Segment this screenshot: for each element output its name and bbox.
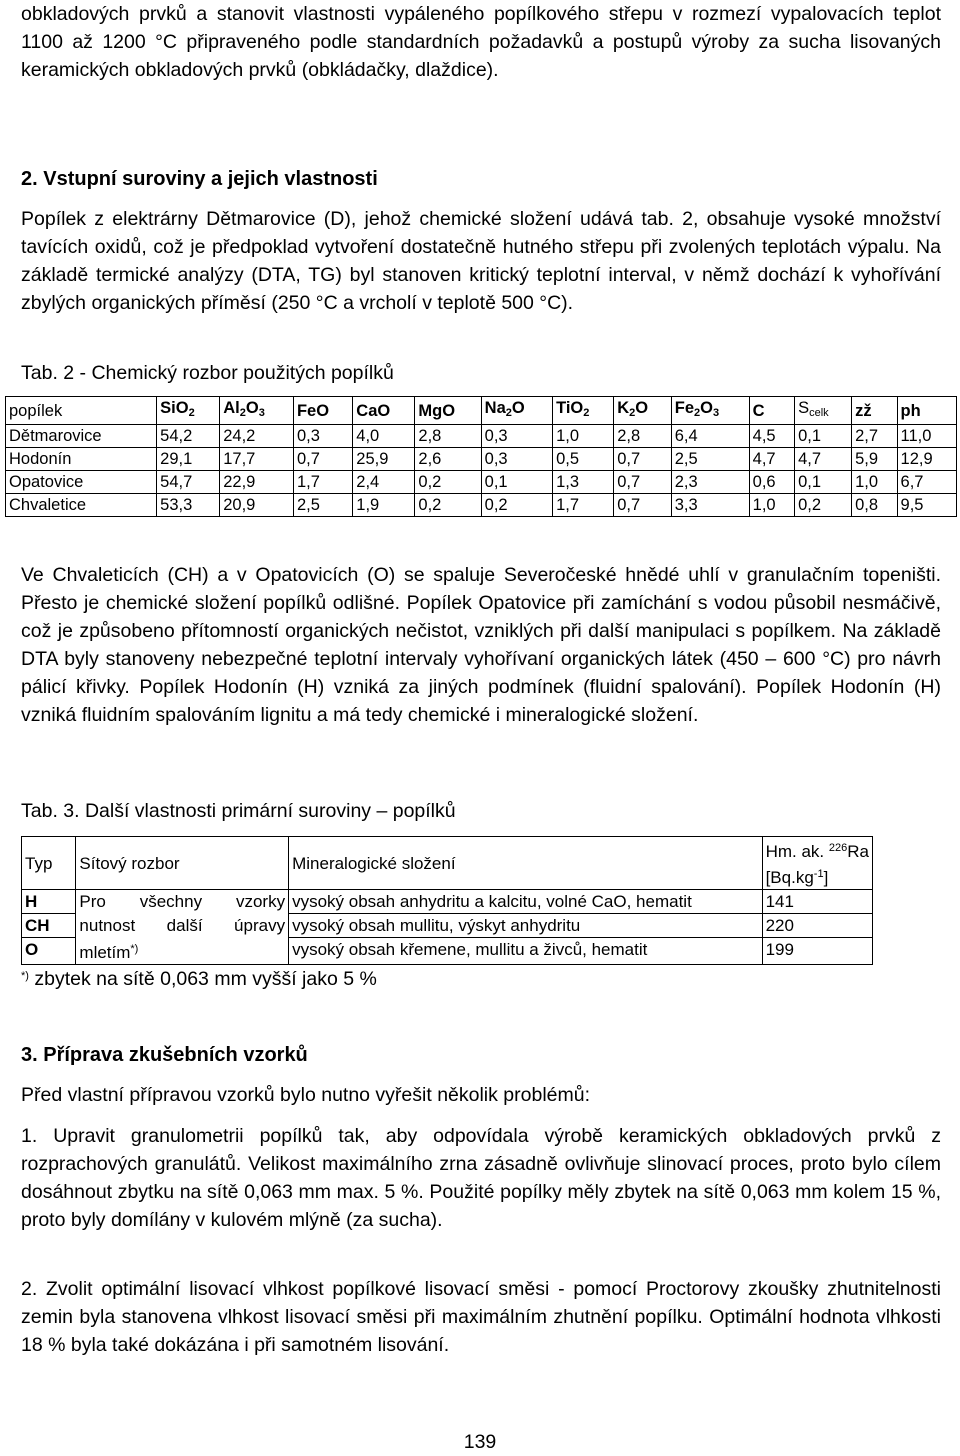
tab3-caption: Tab. 3. Další vlastnosti primární suroviny – popílků xyxy=(21,800,456,822)
table-cell: 9,5 xyxy=(897,494,956,517)
col-tio2: TiO$_2$ xyxy=(553,397,614,425)
table-cell: 0,3 xyxy=(293,425,352,448)
table-cell: 1,0 xyxy=(749,494,794,517)
col-cao: CaO xyxy=(353,397,415,425)
table-cell: 1,3 xyxy=(553,471,614,494)
col-zz: zž xyxy=(852,397,897,425)
table-cell: 4,7 xyxy=(749,448,794,471)
col-mgo: MgO xyxy=(415,397,481,425)
col-feo: FeO xyxy=(293,397,352,425)
col-typ: Typ xyxy=(22,837,76,890)
table-cell: 1,0 xyxy=(852,471,897,494)
table-row xyxy=(6,494,957,517)
table-cell: 4,0 xyxy=(353,425,415,448)
table-row xyxy=(6,448,957,471)
col-popilek: popílek xyxy=(6,397,157,425)
tab2-caption: Tab. 2 - Chemický rozbor použitých popílků xyxy=(21,362,394,384)
page-number: 139 xyxy=(463,1431,497,1453)
table-header-row xyxy=(6,397,957,425)
table-cell: 4,7 xyxy=(795,448,852,471)
table-cell: 17,7 xyxy=(220,448,294,471)
table-cell: 0,1 xyxy=(795,471,852,494)
mineral-cell: vysoký obsah křemene, mullitu a živců, hematit xyxy=(289,938,762,965)
table-header-row xyxy=(22,837,873,890)
table-cell: 4,5 xyxy=(749,425,794,448)
table-cell: 0,2 xyxy=(415,494,481,517)
table-cell: 22,9 xyxy=(220,471,294,494)
sitovy-line-1: Pro všechny vzorky xyxy=(76,890,289,914)
col-hm-ak: Hm. ak. $^{226}$Ra $[Bq.kg^{-1}]$ xyxy=(762,837,872,890)
table-cell: 0,2 xyxy=(481,494,552,517)
table-cell: 0,1 xyxy=(795,425,852,448)
table-cell: 1,7 xyxy=(293,471,352,494)
table-row xyxy=(22,890,873,914)
table-cell: 0,6 xyxy=(749,471,794,494)
row-label: Chvaletice xyxy=(6,494,157,517)
col-ph: ph xyxy=(897,397,956,425)
table-cell: 6,4 xyxy=(671,425,749,448)
table-cell: 5,9 xyxy=(852,448,897,471)
sitovy-line-2: nutnost další úpravy xyxy=(76,914,289,938)
hm-cell: 220 xyxy=(762,914,872,938)
table-cell: 2,6 xyxy=(415,448,481,471)
table-cell: 0,3 xyxy=(481,425,552,448)
table-cell: 0,7 xyxy=(614,494,671,517)
table-row xyxy=(6,471,957,494)
table-cell: 25,9 xyxy=(353,448,415,471)
table-cell: 0,8 xyxy=(852,494,897,517)
table-cell: 0,2 xyxy=(415,471,481,494)
table-cell: 1,9 xyxy=(353,494,415,517)
table-cell: 2,8 xyxy=(415,425,481,448)
col-sio2: SiO$_2$ xyxy=(157,397,220,425)
table-cell: 53,3 xyxy=(157,494,220,517)
sitovy-line-3: mletím*) xyxy=(76,938,289,965)
tab3-footnote: *) zbytek na sítě 0,063 mm vyšší jako 5 % xyxy=(21,968,377,990)
table-cell: 0,7 xyxy=(293,448,352,471)
table-cell: 0,5 xyxy=(553,448,614,471)
hm-cell: 141 xyxy=(762,890,872,914)
table-cell: 6,7 xyxy=(897,471,956,494)
row-label: Dětmarovice xyxy=(6,425,157,448)
section-3-intro: Před vlastní přípravou vzorků bylo nutno vyřešit několik problémů: xyxy=(21,1084,591,1106)
table-cell: 3,3 xyxy=(671,494,749,517)
table-cell: 0,3 xyxy=(481,448,552,471)
mineral-cell: vysoký obsah anhydritu a kalcitu, volné CaO, hematit xyxy=(289,890,762,914)
table-cell: 1,0 xyxy=(553,425,614,448)
table-cell: 12,9 xyxy=(897,448,956,471)
col-scelk: $S_{celk}$ xyxy=(795,397,852,425)
table-cell: 54,2 xyxy=(157,425,220,448)
section-2-heading: 2. Vstupní suroviny a jejich vlastnosti xyxy=(21,168,378,190)
table-cell: 54,7 xyxy=(157,471,220,494)
col-fe2o3: $Fe_2O_3$ xyxy=(671,397,749,425)
section-3-item-1: 1. Upravit granulometrii popílků tak, aby odpovídala výrobě keramických obkladových prvků z rozprachových granulátů. Velikost maximálního zrna zásadně ovlivňuje slinovací proces, proto bylo cílem dosáhnout zbytku na sítě 0,063 mm max. 5 %. Použité popílky měly zbytek na sítě 0,063 mm kolem 15 %, proto byly domílány v kulovém mlýně (za sucha). xyxy=(21,1125,941,1231)
mineral-cell: vysoký obsah mullitu, výskyt anhydritu xyxy=(289,914,762,938)
table-cell: 29,1 xyxy=(157,448,220,471)
table-row xyxy=(22,938,873,965)
section-3-heading: 3. Příprava zkušebních vzorků xyxy=(21,1044,308,1066)
typ-cell: H xyxy=(22,890,76,914)
col-mineral: Mineralogické složení xyxy=(289,837,762,890)
table-cell: 2,3 xyxy=(671,471,749,494)
properties-table xyxy=(21,836,873,965)
col-sitovy: Sítový rozbor xyxy=(76,837,289,890)
typ-cell: O xyxy=(22,938,76,965)
table-cell: 2,7 xyxy=(852,425,897,448)
table-cell: 0,1 xyxy=(481,471,552,494)
table-cell: 1,7 xyxy=(553,494,614,517)
col-c: C xyxy=(749,397,794,425)
table-cell: 24,2 xyxy=(220,425,294,448)
table-cell: 2,4 xyxy=(353,471,415,494)
chemical-analysis-table xyxy=(5,396,957,517)
table-row xyxy=(22,914,873,938)
table-cell: 0,7 xyxy=(614,471,671,494)
row-label: Hodonín xyxy=(6,448,157,471)
col-na2o: $Na_2O$ xyxy=(481,397,552,425)
table-cell: 0,7 xyxy=(614,448,671,471)
row-label: Opatovice xyxy=(6,471,157,494)
table-cell: 2,8 xyxy=(614,425,671,448)
table-cell: 2,5 xyxy=(671,448,749,471)
middle-paragraph: Ve Chvaleticích (CH) a v Opatovicích (O) se spaluje Severočeské hnědé uhlí v granulačním topeništi. Přesto je chemické složení popílků odlišné. Popílek Opatovice při zamíchání s vodou působil nesmáčivě, což je způsobeno přítomností organických nečistot, vzniklých při další manipulaci s popílkem. Na základě DTA byly stanoveny nebezpečné teplotní intervaly vyhořívaní organických látek (450 – 600 °C) pro návrh pálicí křivky. Popílek Hodonín (H) vzniká za jiných podmínek (fluidní spalování). Popílek Hodonín (H) vzniká fluidním spalováním lignitu a má tedy chemické i mineralogické složení. xyxy=(21,564,941,726)
table-cell: 2,5 xyxy=(293,494,352,517)
section-3-item-2: 2. Zvolit optimální lisovací vlhkost popílkové lisovací směsi - pomocí Proctorovy zkoušky zhutnitelnosti zemin byla stanovena vlhkost lisovací směsi při maximálním zhutnění popílku. Optimální hodnota vlhkosti 18 % byla také dokázána i při samotném lisování. xyxy=(21,1278,941,1356)
table-row xyxy=(6,425,957,448)
hm-cell: 199 xyxy=(762,938,872,965)
section-2-paragraph: Popílek z elektrárny Dětmarovice (D), jehož chemické složení udává tab. 2, obsahuje vysoké množství tavících oxidů, což je předpoklad vytvoření dostatečně hutného střepu při zvolených teplotách výpalu. Na základě termické analýzy (DTA, TG) byl stanoven kritický teplotní interval, v němž dochází k vyhořívání zbylých organických příměsí (250 °C a vrcholí v teplotě 500 °C). xyxy=(21,208,941,314)
col-al2o3: $Al_2O_3$ xyxy=(220,397,294,425)
intro-paragraph: obkladových prvků a stanovit vlastnosti vypáleného popílkového střepu v rozmezí vypalovacích teplot 1100 až 1200 °C připraveného podle standardních požadavků a postupů výroby za sucha lisovaných keramických obkladových prvků (obkládačky, dlaždice). xyxy=(21,3,941,81)
col-k2o: $K_2O$ xyxy=(614,397,671,425)
typ-cell: CH xyxy=(22,914,76,938)
table-cell: 20,9 xyxy=(220,494,294,517)
table-cell: 11,0 xyxy=(897,425,956,448)
table-cell: 0,2 xyxy=(795,494,852,517)
